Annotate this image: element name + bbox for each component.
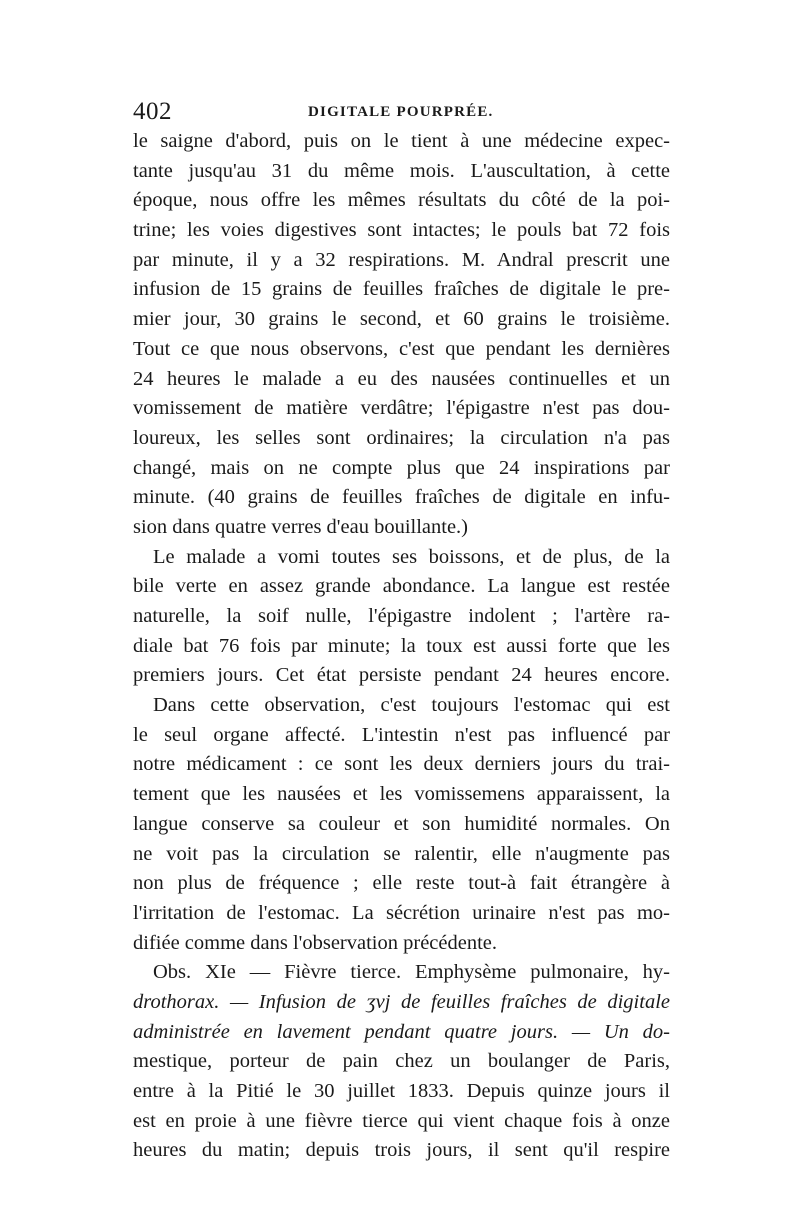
text-line: heures du matin; depuis trois jours, il sent qu'il respire <box>133 1139 670 1162</box>
text-line: mestique, porteur de pain chez un boulanger de Paris, <box>133 1050 670 1073</box>
text-line: trine; les voies digestives sont intactes; le pouls bat 72 fois <box>133 219 670 242</box>
page-number: 402 <box>133 98 172 125</box>
text-line: Tout ce que nous observons, c'est que pendant les dernières <box>133 337 670 360</box>
text-line: tante jusqu'au 31 du même mois. L'auscultation, à cette <box>133 159 670 182</box>
text-line: 24 heures le malade a eu des nausées continuelles et un <box>133 367 670 390</box>
text-line: diale bat 76 fois par minute; la toux est aussi forte que les <box>133 634 670 657</box>
running-head <box>133 96 670 128</box>
text-line: langue conserve sa couleur et son humidité normales. On <box>133 812 670 835</box>
text-line: le saigne d'abord, puis on le tient à une médecine expec- <box>133 130 670 152</box>
observation-heading-line: Obs. XIe — Fièvre tierce. Emphysème pulmonaire, hy- <box>153 961 670 984</box>
observation-heading-line: drothorax. — Infusion de ʒvj de feuilles fraîches de digitale <box>133 990 670 1013</box>
observation-heading-line: administrée en lavement pendant quatre jours. — Un do- <box>133 1020 670 1043</box>
text-line: époque, nous offre les mêmes résultats du côté de la poi- <box>133 189 670 212</box>
text-line: changé, mais on ne compte plus que 24 inspirations par <box>133 456 670 479</box>
text-line: difiée comme dans l'observation précédente. <box>133 931 498 954</box>
text-line: le seul organe affecté. L'intestin n'est pas influencé par <box>133 723 670 746</box>
text-line: est en proie à une fièvre tierce qui vient chaque fois à onze <box>133 1109 670 1132</box>
text-line: naturelle, la soif nulle, l'épigastre indolent ; l'artère ra- <box>133 605 670 627</box>
text-line: l'irritation de l'estomac. La sécrétion urinaire n'est pas mo- <box>133 901 670 924</box>
text-line: par minute, il y a 32 respirations. M. Andral prescrit une <box>133 248 670 271</box>
text-line: entre à la Pitié le 30 juillet 1833. Depuis quinze jours il <box>133 1080 670 1102</box>
text-line: vomissement de matière verdâtre; l'épigastre n'est pas dou- <box>133 397 670 420</box>
text-line: infusion de 15 grains de feuilles fraîches de digitale le pre- <box>133 278 670 301</box>
body-text <box>133 127 670 1166</box>
text-line: notre médicament : ce sont les deux derniers jours du trai- <box>133 753 670 776</box>
text-line: tement que les nausées et les vomissemens apparaissent, la <box>133 783 670 806</box>
text-line: premiers jours. Cet état persiste pendant 24 heures encore. <box>133 664 670 687</box>
text-line: non plus de fréquence ; elle reste tout-à fait étrangère à <box>133 872 670 895</box>
text-line: mier jour, 30 grains le second, et 60 grains le troisième. <box>133 308 670 331</box>
text-line: sion dans quatre verres d'eau bouillante.) <box>133 515 468 538</box>
text-line: minute. (40 grains de feuilles fraîches de digitale en infu- <box>133 486 670 509</box>
text-line: Le malade a vomi toutes ses boissons, et de plus, de la <box>153 545 670 568</box>
running-title: DIGITALE POURPRÉE. <box>308 104 494 120</box>
text-line: bile verte en assez grande abondance. La langue est restée <box>133 575 670 598</box>
text-line: ne voit pas la circulation se ralentir, elle n'augmente pas <box>133 842 670 865</box>
text-line: loureux, les selles sont ordinaires; la circulation n'a pas <box>133 426 670 449</box>
text-line: Dans cette observation, c'est toujours l'estomac qui est <box>153 694 670 717</box>
